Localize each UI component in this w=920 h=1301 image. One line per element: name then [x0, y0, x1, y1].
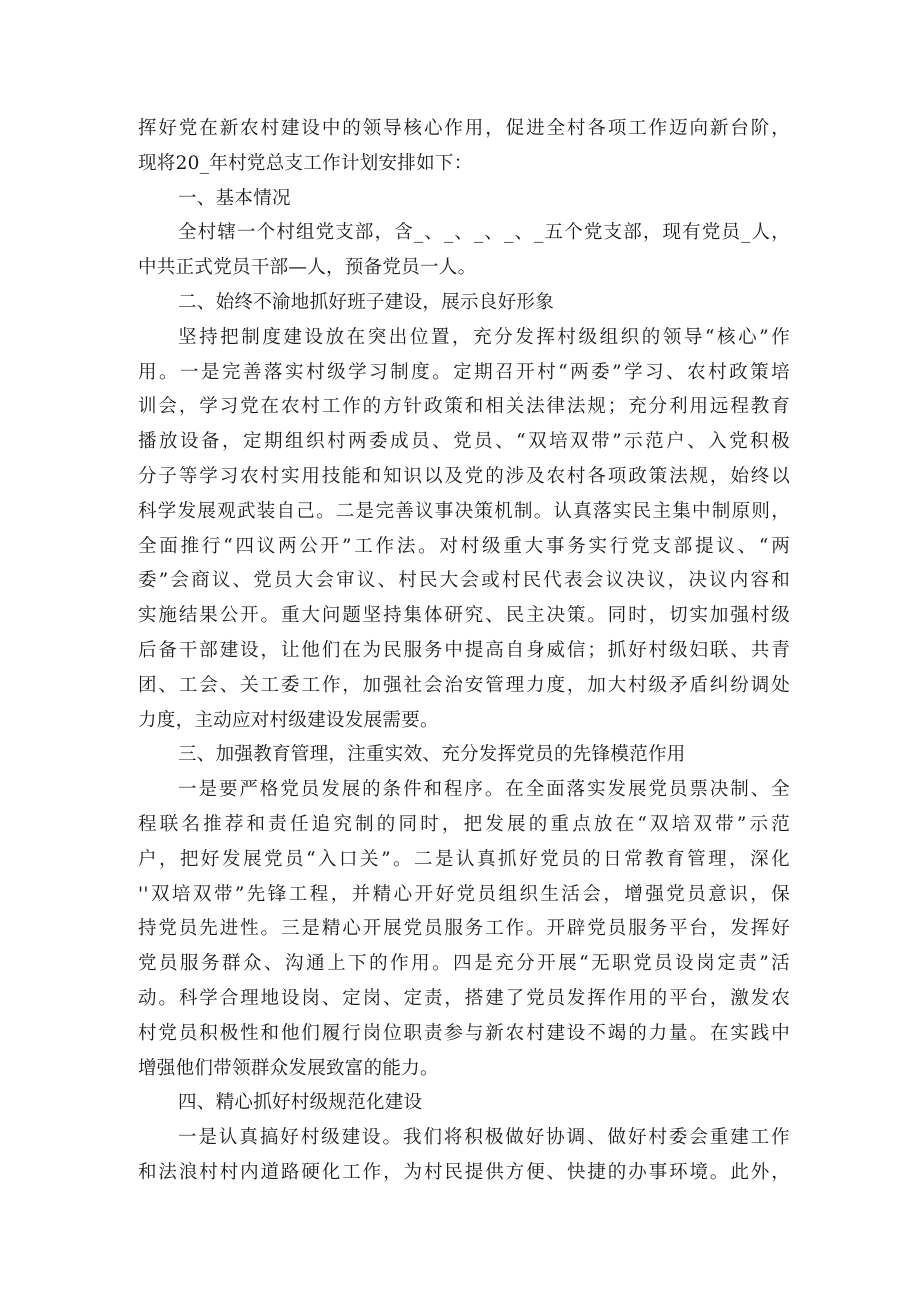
paragraph-line: 用。一是完善落实村级学习制度。定期召开村“两委”学习、农村政策培 — [138, 361, 790, 383]
paragraph-line: 全面推行“四议两公开”工作法。对村级重大事务实行党支部提议、“两 — [138, 535, 790, 557]
paragraph-line: 团、工会、关工委工作，加强社会治安管理力度，加大村级矛盾纠纷调处 — [138, 674, 790, 696]
paragraph-line: 坚持把制度建设放在突出位置，充分发挥村级组织的领导“核心”作 — [178, 326, 790, 348]
paragraph-line: 力度，主动应对村级建设发展需要。 — [138, 709, 439, 731]
paragraph-line: 训会，学习党在农村工作的方针政策和相关法律法规；充分利用远程教育 — [138, 396, 790, 418]
section-heading: 四、精心抓好村级规范化建设 — [178, 1092, 423, 1114]
section-heading: 三、加强教育管理，注重实效、充分发挥党员的先锋模范作用 — [178, 744, 686, 766]
paragraph-line: 现将20_年村党总支工作计划安排如下： — [138, 152, 473, 174]
paragraph-line: 动。科学合理地设岗、定岗、定责，搭建了党员发挥作用的平台，激发农 — [138, 987, 790, 1009]
document-body — [138, 112, 790, 1191]
section-heading: 二、始终不渝地抓好班子建设，展示良好形象 — [178, 291, 555, 313]
paragraph-line: 村党员积极性和他们履行岗位职责参与新农村建设不竭的力量。在实践中 — [138, 1022, 790, 1044]
paragraph-line: 委”会商议、党员大会审议、村民大会或村民代表会议决议，决议内容和 — [138, 570, 790, 592]
paragraph-line: 中共正式党员干部—人，预备党员一人。 — [138, 257, 477, 279]
paragraph-line: 党员服务群众、沟通上下的作用。四是充分开展“无职党员设岗定责”活 — [138, 953, 790, 975]
paragraph-line: 一是要严格党员发展的条件和程序。在全面落实发展党员票决制、全 — [178, 779, 790, 801]
paragraph-line: 和法浪村村内道路硬化工作，为村民提供方便、快捷的办事环境。此外， — [138, 1161, 790, 1183]
paragraph-line: 持党员先进性。三是精心开展党员服务工作。开辟党员服务平台，发挥好 — [138, 918, 790, 940]
section-heading: 一、基本情况 — [178, 187, 291, 209]
paragraph-line: 程联名推荐和责任追究制的同时，把发展的重点放在“双培双带”示范 — [138, 813, 790, 835]
paragraph-line: 实施结果公开。重大问题坚持集体研究、民主决策。同时，切实加强村级 — [138, 605, 790, 627]
paragraph-line: 一是认真搞好村级建设。我们将积极做好协调、做好村委会重建工作 — [178, 1127, 790, 1149]
paragraph-line: 播放设备，定期组织村两委成员、党员、“双培双带”示范户、入党积极 — [138, 431, 790, 453]
paragraph-line: 增强他们带领群众发展致富的能力。 — [138, 1057, 439, 1079]
paragraph-line: 科学发展观武装自己。二是完善议事决策机制。认真落实民主集中制原则， — [138, 500, 790, 522]
paragraph-line: 户，把好发展党员“入口关”。二是认真抓好党员的日常教育管理，深化 — [138, 848, 790, 870]
paragraph-line: ''双培双带”先锋工程，并精心开好党员组织生活会，增强党员意识，保 — [138, 883, 790, 905]
paragraph-line: 全村辖一个村组党支部，含_、_、_、_、_五个党支部，现有党员_人， — [178, 222, 790, 244]
paragraph-line: 分子等学习农村实用技能和知识以及党的涉及农村各项政策法规，始终以 — [138, 465, 790, 487]
paragraph-line: 挥好党在新农村建设中的领导核心作用，促进全村各项工作迈向新台阶， — [138, 118, 790, 139]
paragraph-line: 后备干部建设，让他们在为民服务中提高自身威信；抓好村级妇联、共青 — [138, 639, 790, 661]
